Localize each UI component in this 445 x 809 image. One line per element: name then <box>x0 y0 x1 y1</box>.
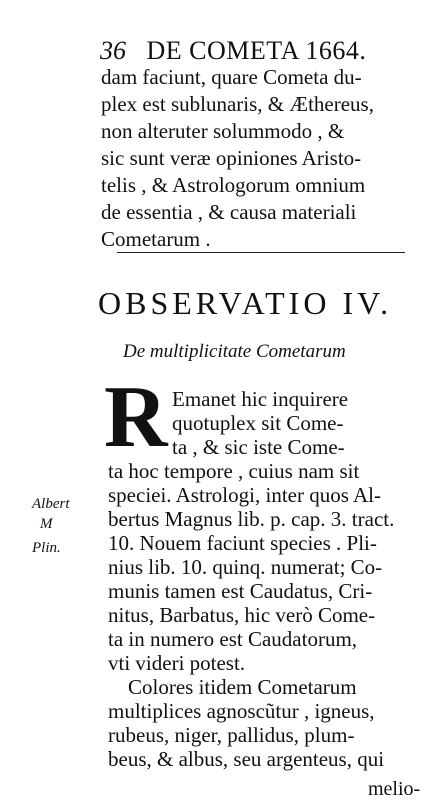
text-line: multiplices agnoscũtur , igneus, <box>108 699 375 723</box>
text-line: Colores itidem Cometarum <box>128 675 357 699</box>
text-line: nitus, Barbatus, hic verò Come- <box>108 603 376 627</box>
running-title: DE COMETA 1664. <box>146 36 367 65</box>
text-line: de essentia , & causa materiali <box>101 200 357 224</box>
text-line: dam faciunt, quare Cometa du- <box>101 65 362 89</box>
text-line: ta in numero est Caudatorum, <box>108 627 358 651</box>
text-line: Cometarum . <box>101 227 211 251</box>
text-line: munis tamen est Caudatus, Cri- <box>108 579 373 603</box>
drop-cap: R <box>104 369 168 466</box>
text-line: rubeus, niger, pallidus, plum- <box>108 723 355 747</box>
section-subtitle: De multiplicitate Cometarum <box>123 341 346 362</box>
text-line: quotuplex sit Come- <box>172 411 344 435</box>
text-line: ta hoc tempore , cuius nam sit <box>108 459 360 483</box>
text-line: plex est sublunaris, & Æthereus, <box>101 92 374 116</box>
section-divider <box>117 252 405 253</box>
text-line: Emanet hic inquirere <box>172 387 349 411</box>
text-line: sic sunt veræ opiniones Aristo- <box>101 146 362 170</box>
text-line: nius lib. 10. quinq. numerat; Co- <box>108 555 383 579</box>
text-line: non alteruter solummodo , & <box>101 119 345 143</box>
text-line: speciei. Astrologi, inter quos Al- <box>108 483 381 507</box>
text-line: beus, & albus, seu argenteus, qui <box>108 747 385 771</box>
text-line: telis , & Astrologorum omnium <box>101 173 366 197</box>
margin-note: Plin. <box>32 540 61 556</box>
page-header <box>100 36 390 66</box>
page-number: 36 <box>100 36 126 65</box>
catchword: melio- <box>368 778 421 800</box>
margin-note: Albert <box>32 496 70 512</box>
text-line: 10. Nouem faciunt species . Pli- <box>108 531 377 555</box>
text-line: ta , & sic iste Come- <box>172 435 345 459</box>
margin-note: M <box>40 516 53 532</box>
text-line: vti videri potest. <box>108 651 246 675</box>
text-line: bertus Magnus lib. p. cap. 3. tract. <box>108 507 395 531</box>
section-heading: OBSERVATIO IV. <box>98 285 393 321</box>
